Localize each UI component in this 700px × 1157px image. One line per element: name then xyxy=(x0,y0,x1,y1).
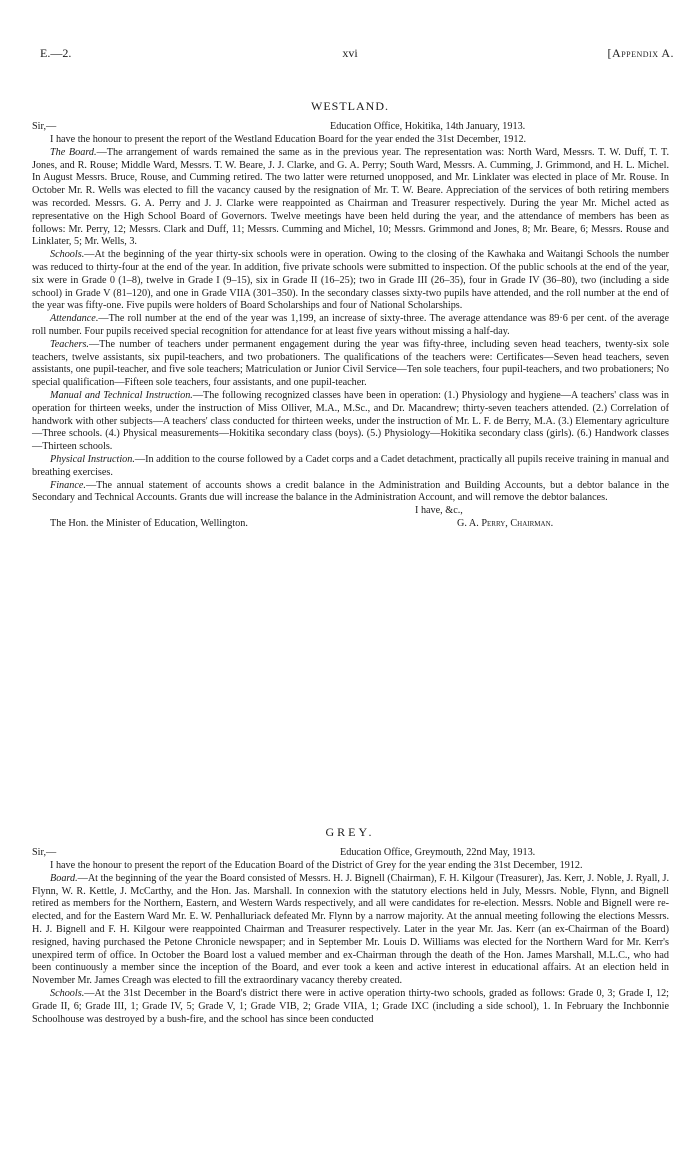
grey-title: GREY. xyxy=(325,825,375,839)
grey-paragraph xyxy=(32,988,669,1026)
paragraph-text: —In addition to the course followed by a Cadet corps and a Cadet detachment, practically all pupils receive training in manual and breathing exercises. xyxy=(32,453,669,478)
westland-addressee: The Hon. the Minister of Education, Wellington. xyxy=(50,518,248,530)
grey-body xyxy=(32,860,669,1026)
paragraph-heading: Board. xyxy=(50,872,78,884)
paragraph-heading: Attendance. xyxy=(50,313,99,325)
paragraph-heading: Schools. xyxy=(50,987,85,999)
paragraph-heading: Teachers. xyxy=(50,338,89,350)
appendix-label: [Appendix A. xyxy=(607,46,674,60)
paragraph-heading: Physical Instruction. xyxy=(50,453,135,465)
westland-paragraph xyxy=(32,249,669,313)
paragraph-heading: Schools. xyxy=(50,249,85,261)
westland-paragraph xyxy=(32,390,669,454)
westland-paragraph xyxy=(32,480,669,506)
grey-office-line: Education Office, Greymouth, 22nd May, 1913. xyxy=(340,847,536,858)
westland-title: WESTLAND. xyxy=(311,99,389,113)
westland-signature-row xyxy=(32,518,669,531)
page-number: xvi xyxy=(342,46,358,60)
grey-paragraph xyxy=(32,873,669,988)
paragraph-text: —The annual statement of accounts shows a credit balance in the Administration and Building Accounts, but a debtor balance in the Secondary and Technical Accounts. Grants due will increase the balance in the Administration Account, and will remove the debtor balances. xyxy=(32,479,669,504)
westland-intro: I have the honour to present the report of the Westland Education Board for the year ended the 31st December, 1912. xyxy=(50,134,527,145)
grey-salutation: Sir,— xyxy=(32,847,57,858)
westland-office-line: Education Office, Hokitika, 14th January, 1913. xyxy=(330,121,526,132)
westland-paragraph xyxy=(32,147,669,249)
westland-paragraph xyxy=(32,339,669,390)
westland-closing: I have, &c., xyxy=(415,505,463,517)
paragraph-text: —The number of teachers under permanent engagement during the year was fifty-three, including seven head teachers, twenty-six sole teachers, twelve assistants, six pupil-teachers, and two probationers. The qualifications of the teachers were: Certificates—Seven head teachers, seven assistants, one pupil-teacher, and five sole teachers; Matriculation or Junior Civil Service—Ten sole teachers, four pupil-teachers, and two probationers; No special qualification—Fifteen sole teachers, four assistants, and one pupil-teacher. xyxy=(32,338,669,389)
paragraph-heading: Finance. xyxy=(50,479,86,491)
westland-paragraph xyxy=(32,313,669,339)
grey-intro: I have the honour to present the report of the Education Board of the District of Grey for the year ending the 31st December, 1912. xyxy=(50,860,583,871)
paragraph-text: —At the 31st December in the Board's district there were in active operation thirty-two schools, graded as follows: Grade 0, 3; Grade I, 12; Grade II, 6; Grade III, 1; Grade IV, 5; Grade V, 1; Grade VIB, 2; Grade VIIA, 1; Grade IXC (including a side school), 1. In February the Inchbonnie Schoolhouse was destroyed by a bush-fire, and the school has since been conducted xyxy=(32,987,669,1025)
paragraph-text: —At the beginning of the year thirty-six schools were in operation. Owing to the closing of the Kawhaka and Waitangi Schools the number was reduced to thirty-four at the end of the year. In addition, five private schools were submitted to inspection. Of the public schools at the end of the year, six were in Grade 0 (1–8), twelve in Grade I (9–15), six in Grade II (16–25); two in Grade III (26–35), four in Grade IV (36–80), two (including a side school) in Grade V (81–120), and one in Grade VIIA (301–350). In the secondary classes sixty-two pupils have attended, and the roll number at the end of the year was fifty-one. Five pupils were holders of Board Scholarships and four of National Scholarships. xyxy=(32,249,669,312)
westland-signature: G. A. Perry, Chairman. xyxy=(457,518,554,530)
page-ref-left: E.—2. xyxy=(40,46,72,60)
westland-body xyxy=(32,134,669,531)
westland-salutation: Sir,— xyxy=(32,121,57,132)
paragraph-text: —The following recognized classes have been in operation: (1.) Physiology and hygiene—A teachers' class was in operation for thirteen weeks, under the instruction of Miss Olliver, M.A., M.Sc., and Dr. Macandrew; thirty-seven teachers attended. (2.) Correlation of handwork with other subjects—A teachers' class conducted for thirteen weeks, under the instruction of Mr. L. F. de Berry, M.A. (3.) Elementary agriculture—Three schools. (4.) Physical measurements—Hokitika secondary class (boys). (5.) Physiology—Hokitika secondary class (girls). (6.) Handwork classes—Thirteen schools. xyxy=(32,389,669,453)
paragraph-heading: The Board. xyxy=(50,146,97,158)
westland-paragraph xyxy=(32,454,669,480)
paragraph-text: —At the beginning of the year the Board consisted of Messrs. H. J. Bignell (Chairman), F. H. Kilgour (Treasurer), Jas. Kerr, J. Noble, J. Ryall, J. Flynn, W. R. Kettle, J. McCarthy, and the Hon. Jas. Marshall. In connexion with the statutory elections held in July, Messrs. Noble, Flynn, and Bignell retired as members for the Northern, Eastern, and Western Wards respectively, and all were candidates for re-election. Messrs. Noble and Bignell were re-elected, and for the Eastern Ward Mr. E. W. Penhalluriack defeated Mr. Flynn by a narrow majority. At the annual meeting following the elections Messrs. H. J. Bignell and F. H. Kilgour were reappointed Chairman and Treasurer respectively. Later in the year Mr. Jas. Kerr (an ex-Chairman of the Board) resigned, having purchased the Petone Chronicle newspaper; and in September Mr. Louis D. Williams was elected for the Northern Ward for Mr. Kerr's unexpired term of office. In October the Board lost a valued member and ex-Chairman through the death of the Hon. James Marshall, M.L.C., who had been continuously a member since the inception of the Board, and ever took a keen and active interest in educational affairs. At an election held in November Mr. James Creagh was elected to fill the extraordinary vacancy thereby created. xyxy=(32,872,669,987)
paragraph-heading: Manual and Technical Instruction. xyxy=(50,389,193,401)
westland-closing-row xyxy=(32,505,669,518)
paragraph-text: —The arrangement of wards remained the same as in the previous year. The representation was: North Ward, Messrs. T. W. Duff, T. T. Jones, and R. Rouse; Middle Ward, Messrs. T. W. Beare, J. J. Clarke, and G. A. Perry; South Ward, Messrs. A. Cumming, J. Grimmond, and H. L. Michel. In August Messrs. Bruce, Rouse, and Cumming retired. The two latter were returned unopposed, and Mr. Linklater was elected in place of Mr. Rouse. In October Mr. R. Wells was elected to fill the vacancy caused by the resignation of Mr. T. W. Beare. Appreciation of the services of both retiring members was recorded. Messrs. G. A. Perry and J. J. Clarke were reappointed as Chairman and Treasurer respectively. During the year Mr. Michel acted as representative on the High School Board of Governors. Twelve meetings have been held during the year, and the attendance of members has been as follows: Mr. Perry, 12; Messrs. Clark and Duff, 11; Messrs. Cumming and Michel, 10; Messrs. Grimmond and Jones, 8; Mr. Beare, 6; Messrs. Rouse and Linklater, 5; Mr. Wells, 3. xyxy=(32,146,669,248)
paragraph-text: —The roll number at the end of the year was 1,199, an increase of sixty-three. The average attendance was 89·6 per cent. of the average roll number. Four pupils received special recognition for attendance for at least five years without missing a half-day. xyxy=(32,313,669,337)
